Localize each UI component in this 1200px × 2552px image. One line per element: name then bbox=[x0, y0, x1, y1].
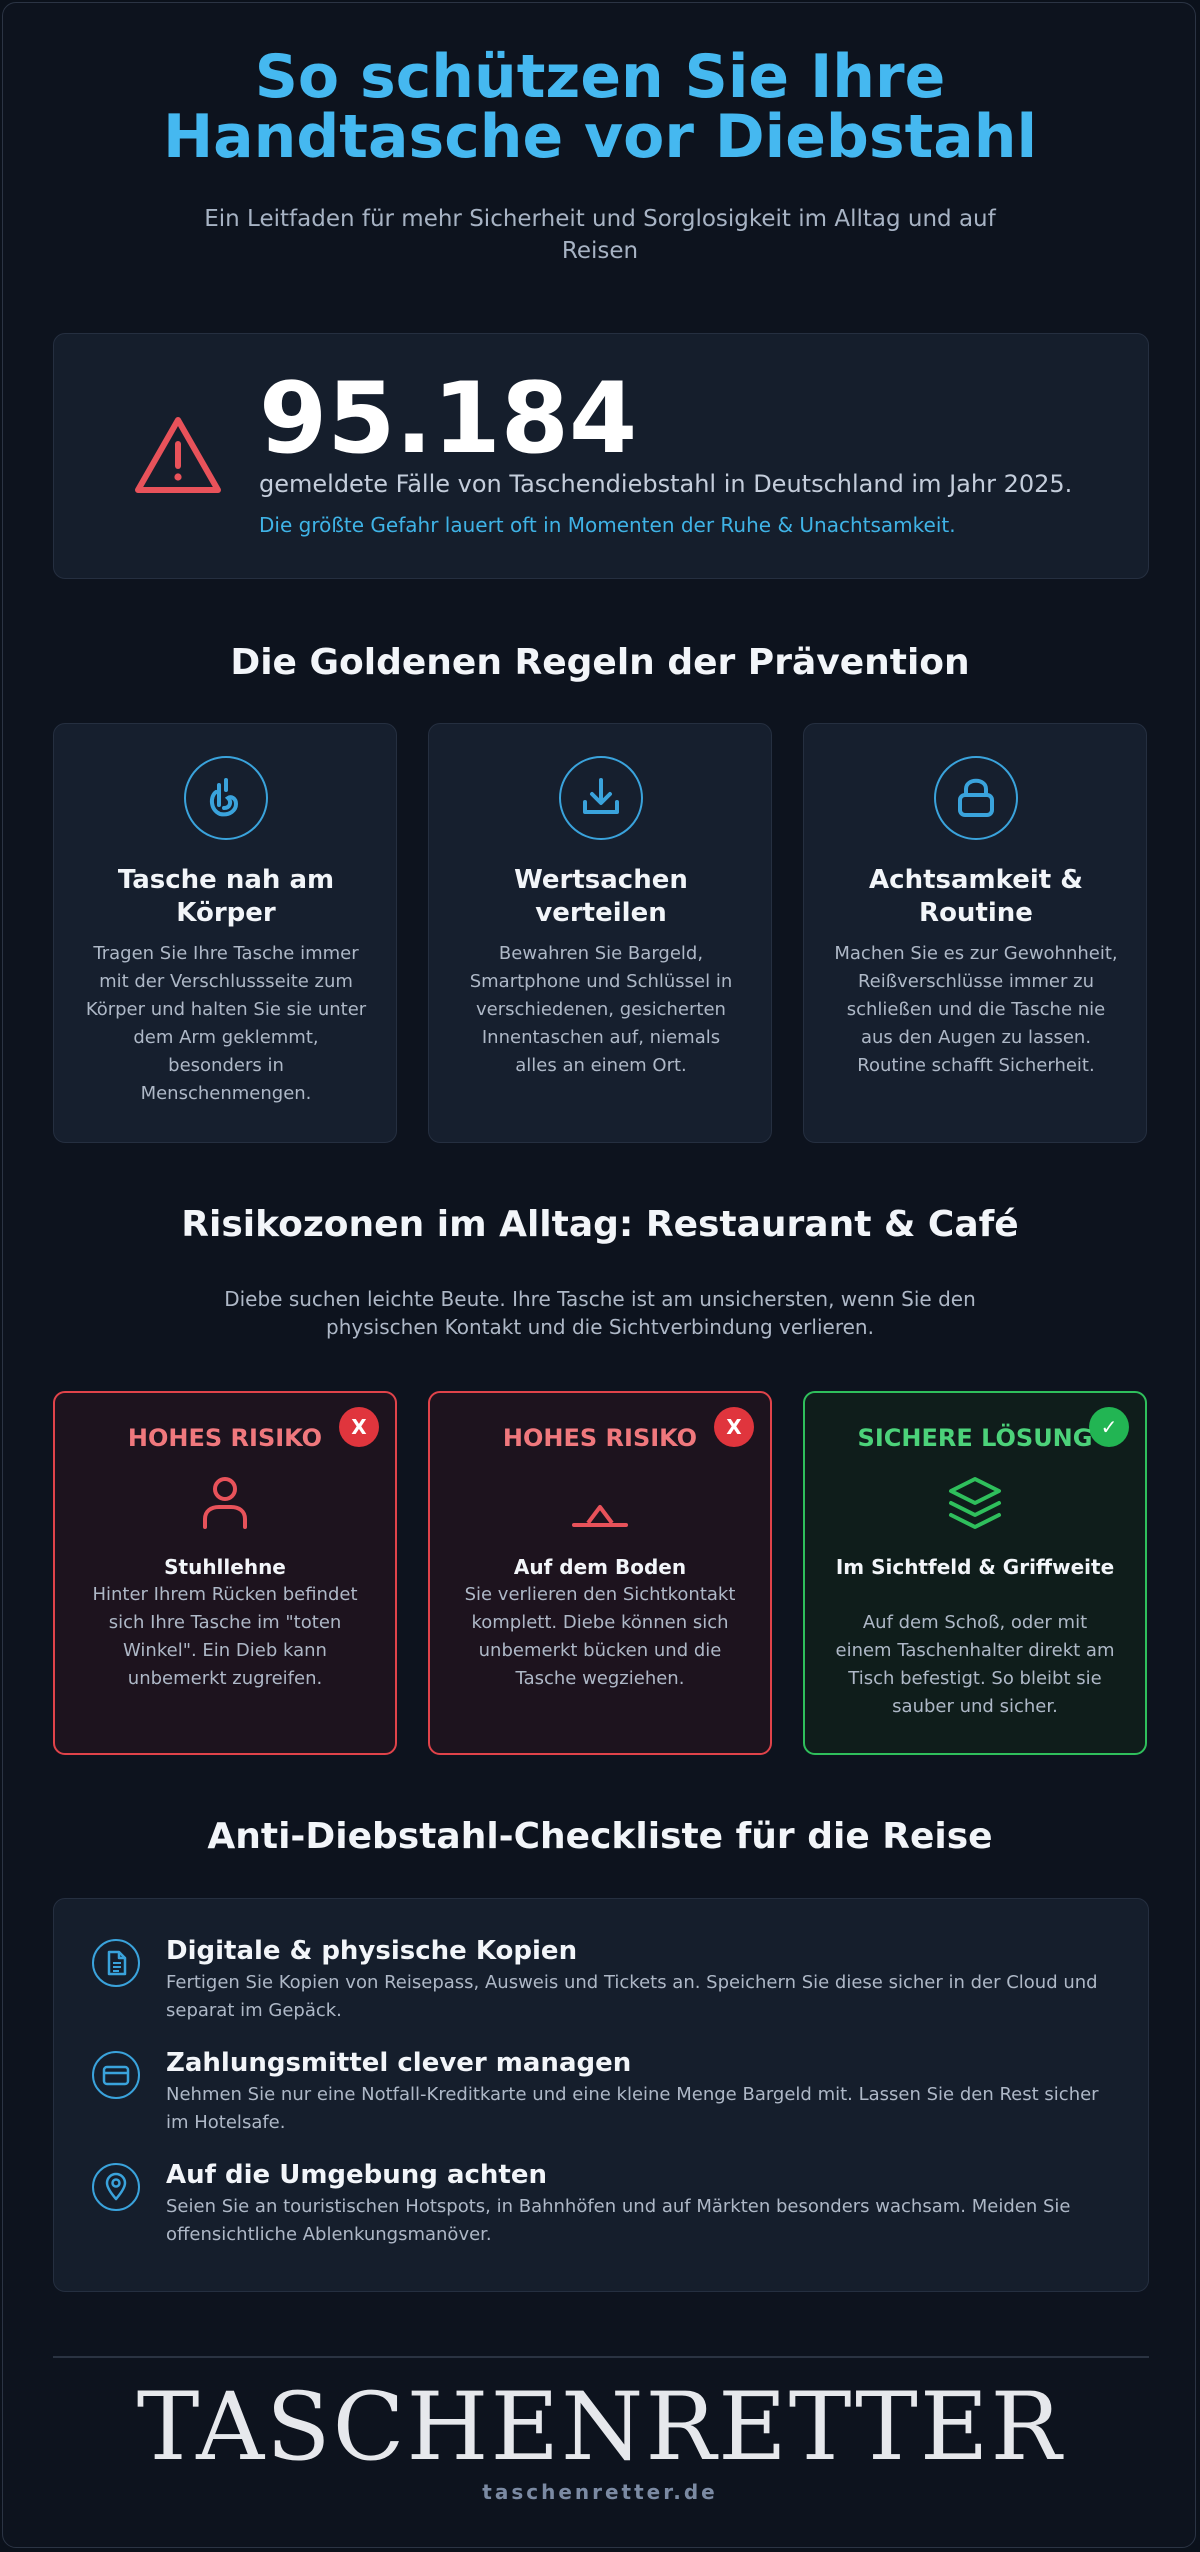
brand-logo: TASCHENRETTER bbox=[136, 2373, 1064, 2482]
checklist-item-text: Seien Sie an touristischen Hotspots, in Bahnhöfen und auf Märkten besonders wachsam. Meiden Sie offensichtliche Ablenkungsmanöver. bbox=[166, 2196, 1071, 2245]
map-pin-icon bbox=[92, 2163, 140, 2211]
person-icon bbox=[201, 1475, 249, 1531]
rule-text: Bewahren Sie Bargeld, Smartphone und Schlüssel in verschiedenen, gesicherten Innentaschen auf, niemals alles an einem Ort. bbox=[469, 943, 733, 1076]
rules-heading: Die Goldenen Regeln der Prävention bbox=[230, 642, 970, 683]
stat-description: gemeldete Fälle von Taschendiebstahl in Deutschland im Jahr 2025. bbox=[259, 470, 1073, 498]
risk-text: Auf dem Schoß, oder mit einem Taschenhalter direkt am Tisch befestigt. So bleibt sie sauber und sicher. bbox=[835, 1612, 1115, 1717]
page-subtitle: Ein Leitfaden für mehr Sicherheit und Sorglosigkeit im Alltag und auf Reisen bbox=[204, 206, 996, 264]
lock-icon bbox=[934, 756, 1018, 840]
risk-label: HOHES RISIKO bbox=[502, 1424, 698, 1452]
risk-title: Im Sichtfeld & Griffweite bbox=[835, 1555, 1115, 1579]
warning-triangle-icon bbox=[132, 414, 224, 498]
stat-note: Die größte Gefahr lauert oft in Momenten der Ruhe & Unachtsamkeit. bbox=[259, 513, 956, 537]
rule-card-routine bbox=[803, 723, 1147, 1143]
risk-text: Hinter Ihrem Rücken befindet sich Ihre Tasche im "toten Winkel". Ein Dieb kann unbemerkt zugreifen. bbox=[92, 1584, 358, 1689]
risk-label: SICHERE LÖSUNG bbox=[857, 1424, 1093, 1452]
checklist-heading: Anti-Diebstahl-Checkliste für die Reise bbox=[207, 1816, 993, 1857]
rule-title: Achtsamkeit & Routine bbox=[869, 865, 1083, 928]
document-icon bbox=[92, 1939, 140, 1987]
rule-card-body bbox=[53, 723, 397, 1143]
checklist-item-title: Auf die Umgebung achten bbox=[166, 2160, 547, 2190]
page-title-line1: So schützen Sie Ihre bbox=[254, 42, 946, 112]
checklist-item-text: Nehmen Sie nur eine Notfall-Kreditkarte und eine kleine Menge Bargeld mit. Lassen Sie den Rest sicher im Hotelsafe. bbox=[166, 2084, 1099, 2133]
infographic bbox=[2, 2, 1196, 2548]
credit-card-icon bbox=[92, 2051, 140, 2099]
check-badge: ✓ bbox=[1089, 1407, 1129, 1447]
checklist-item-title: Zahlungsmittel clever managen bbox=[166, 2048, 632, 2078]
rule-title: Tasche nah am Körper bbox=[117, 865, 335, 928]
risk-label: HOHES RISIKO bbox=[127, 1424, 323, 1452]
page-title-line2: Handtasche vor Diebstahl bbox=[162, 102, 1038, 172]
checklist-item-text: Fertigen Sie Kopien von Reisepass, Ausweis und Tickets an. Speichern Sie diese sicher in der Cloud und separat im Gepäck. bbox=[166, 1972, 1098, 2021]
risk-card-floor bbox=[428, 1391, 772, 1755]
rule-card-valuables bbox=[428, 723, 772, 1143]
floor-icon bbox=[572, 1503, 628, 1533]
solution-card-lap bbox=[803, 1391, 1147, 1755]
layers-icon bbox=[947, 1475, 1003, 1535]
stat-number: 95.184 bbox=[259, 362, 638, 476]
risk-card-chair bbox=[53, 1391, 397, 1755]
stat-card bbox=[53, 333, 1149, 579]
checklist-card bbox=[53, 1898, 1149, 2292]
page-title bbox=[3, 42, 1196, 172]
rule-text: Machen Sie es zur Gewohnheit, Reißverschlüsse immer zu schließen und die Tasche nie aus den Augen zu lassen. Routine schafft Sicherheit. bbox=[834, 943, 1118, 1076]
footer-domain[interactable]: taschenretter.de bbox=[482, 2480, 718, 2504]
risk-intro: Diebe suchen leichte Beute. Ihre Tasche ist am unsichersten, wenn Sie den physischen Kontakt und die Sichtverbindung verlieren. bbox=[224, 1287, 976, 1339]
risk-text: Sie verlieren den Sichtkontakt komplett. Diebe können sich unbemerkt bücken und die Tasche wegziehen. bbox=[464, 1584, 736, 1689]
risk-title: Stuhllehne bbox=[164, 1555, 286, 1579]
download-tray-icon bbox=[559, 756, 643, 840]
risk-badge: X bbox=[339, 1407, 379, 1447]
risk-title: Auf dem Boden bbox=[513, 1555, 687, 1579]
footer-divider bbox=[53, 2356, 1149, 2358]
risk-heading: Risikozonen im Alltag: Restaurant & Café bbox=[181, 1204, 1019, 1245]
hand-pointer-icon bbox=[184, 756, 268, 840]
risk-badge: X bbox=[714, 1407, 754, 1447]
checklist-item-title: Digitale & physische Kopien bbox=[166, 1936, 578, 1966]
rule-title: Wertsachen verteilen bbox=[514, 865, 688, 928]
rule-text: Tragen Sie Ihre Tasche immer mit der Verschlussseite zum Körper und halten Sie sie unter dem Arm geklemmt, besonders in Menschenmengen. bbox=[85, 943, 367, 1104]
